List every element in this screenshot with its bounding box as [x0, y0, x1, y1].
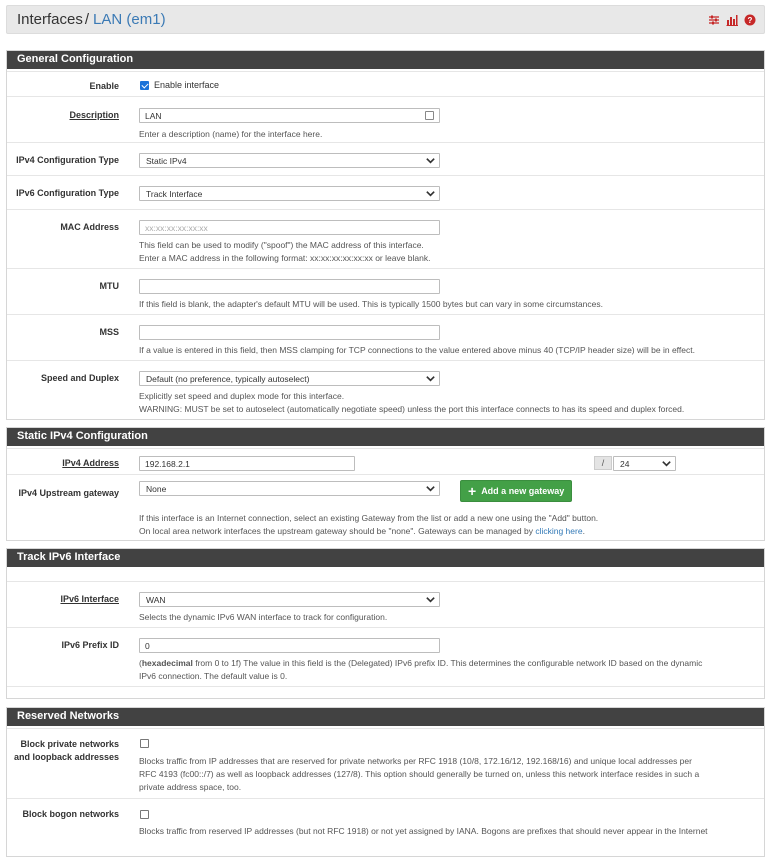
row-ipv4-type — [7, 142, 764, 175]
description-help: Enter a description (name) for the interface here. — [139, 129, 323, 139]
chevron-down-icon — [425, 155, 436, 166]
prefix-input[interactable] — [139, 638, 440, 653]
chevron-down-icon — [425, 188, 436, 199]
panel-static-ipv4 — [6, 427, 765, 541]
breadcrumb-current[interactable]: LAN (em1) — [93, 11, 166, 28]
ipv6-type-select[interactable] — [139, 186, 440, 201]
ipv6-interface-select[interactable] — [139, 592, 440, 607]
gateway-value: None — [146, 484, 167, 494]
row-ipv4-address — [7, 448, 764, 474]
cidr-select[interactable] — [613, 456, 676, 471]
mac-help-2: Enter a MAC address in the following format: xx:xx:xx:xx:xx:xx or leave blank. — [139, 253, 431, 263]
mac-label: MAC Address — [60, 222, 119, 232]
row-spacer — [7, 686, 764, 699]
add-gateway-button[interactable] — [460, 480, 572, 502]
block-bogon-checkbox[interactable] — [140, 810, 149, 819]
panel-title: Track IPv6 Interface — [7, 549, 764, 567]
description-value: LAN — [145, 111, 162, 121]
bar-chart-icon[interactable] — [726, 14, 738, 26]
page-header — [6, 5, 765, 34]
row-ipv6-type — [7, 175, 764, 209]
block-private-label-1: Block private networks — [20, 739, 119, 749]
gateway-help-1: If this interface is an Internet connection, select an existing Gateway from the list or add a new one using the "Add" button. — [139, 513, 599, 523]
block-private-help-3: private address space, too. — [139, 782, 242, 792]
speed-help-2: WARNING: MUST be set to autoselect (automatically negotiate speed) unless the port this interface connects to has its speed and duplex forced. — [139, 404, 685, 414]
chevron-down-icon — [425, 483, 436, 494]
mss-label: MSS — [99, 327, 119, 337]
row-enable — [7, 71, 764, 96]
ipv4-address-input[interactable] — [139, 456, 355, 471]
mss-input[interactable] — [139, 325, 440, 340]
block-private-label-2: and loopback addresses — [13, 752, 119, 762]
gateway-help-2-end: . — [582, 526, 585, 536]
row-block-bogon — [7, 798, 764, 858]
speed-help-1: Explicitly set speed and duplex mode for this interface. — [139, 391, 345, 401]
speed-select[interactable] — [139, 371, 440, 386]
panel-general-configuration — [6, 50, 765, 420]
cidr-slash: / — [594, 456, 612, 470]
ipv4-address-value: 192.168.2.1 — [145, 459, 190, 469]
ipv6-interface-value: WAN — [146, 595, 166, 605]
row-ipv4-gateway — [7, 474, 764, 541]
prefix-help-1: (hexadecimal from 0 to 1f) The value in this field is the (Delegated) IPv6 prefix ID. This determines the configurable network ID based on the dynamic — [139, 658, 703, 668]
plus-icon: + — [468, 483, 477, 499]
sliders-icon[interactable] — [708, 14, 720, 26]
gateway-help-2-text: On local area network interfaces the upstream gateway should be "none". Gateways can be managed by — [139, 526, 536, 536]
speed-label: Speed and Duplex — [40, 373, 119, 383]
ipv6-interface-label: IPv6 Interface — [60, 594, 119, 604]
prefix-label: IPv6 Prefix ID — [61, 640, 119, 650]
breadcrumb-separator: / — [84, 11, 90, 28]
block-bogon-label: Block bogon networks — [22, 809, 119, 819]
help-icon[interactable] — [744, 14, 756, 26]
row-ipv6-prefix — [7, 627, 764, 686]
panel-title: General Configuration — [7, 51, 764, 69]
ipv4-type-select[interactable] — [139, 153, 440, 168]
contact-card-icon — [425, 111, 434, 120]
enable-checkbox-label[interactable]: Enable interface — [154, 80, 220, 90]
block-private-help-2: RFC 4193 (fc00::/7) as well as loopback addresses (127/8). This option should generally be turned on, unless this network interface resides in such a — [139, 769, 700, 779]
chevron-down-icon — [425, 373, 436, 384]
gateway-select[interactable] — [139, 481, 440, 496]
mac-placeholder: xx:xx:xx:xx:xx:xx — [145, 223, 208, 233]
add-gateway-label: Add a new gateway — [481, 486, 565, 496]
block-bogon-help-1: Blocks traffic from reserved IP addresses (but not RFC 1918) or not yet assigned by IANA. Bogons are prefixes that should never appear in the Internet — [139, 826, 708, 836]
ipv4-type-value: Static IPv4 — [146, 156, 187, 166]
prefix-help-bold: hexadecimal — [141, 658, 193, 668]
prefix-value: 0 — [145, 641, 150, 651]
panel-track-ipv6 — [6, 548, 765, 699]
row-speed-duplex — [7, 360, 764, 420]
ipv6-interface-help: Selects the dynamic IPv6 WAN interface to track for configuration. — [139, 612, 388, 622]
block-private-checkbox[interactable] — [140, 739, 149, 748]
row-mtu — [7, 268, 764, 314]
ipv6-type-value: Track Interface — [146, 189, 203, 199]
breadcrumb — [17, 11, 166, 28]
row-mac-address — [7, 209, 764, 268]
speed-value: Default (no preference, typically autoselect) — [146, 374, 310, 384]
row-mss — [7, 314, 764, 360]
panel-title: Static IPv4 Configuration — [7, 428, 764, 446]
ipv4-type-label: IPv4 Configuration Type — [16, 155, 119, 165]
chevron-down-icon — [661, 458, 672, 469]
mac-input[interactable] — [139, 220, 440, 235]
mac-help-1: This field can be used to modify ("spoof") the MAC address of this interface. — [139, 240, 424, 250]
panel-title: Reserved Networks — [7, 708, 764, 726]
prefix-help-2: IPv6 connection. The default value is 0. — [139, 671, 288, 681]
row-ipv6-interface — [7, 581, 764, 627]
clicking-here-link[interactable]: clicking here — [535, 526, 583, 536]
prefix-help-1-text: from 0 to 1f) The value in this field is the (Delegated) IPv6 prefix ID. This determines the configurable network ID based on the dynamic — [192, 658, 703, 668]
ipv6-type-label: IPv6 Configuration Type — [16, 188, 119, 198]
chevron-down-icon — [425, 594, 436, 605]
description-input[interactable] — [139, 108, 440, 123]
row-block-private — [7, 728, 764, 798]
mtu-label: MTU — [99, 281, 119, 291]
cidr-value: 24 — [620, 459, 630, 469]
gateway-label: IPv4 Upstream gateway — [18, 488, 119, 498]
svg-text:?: ? — [747, 16, 753, 25]
panel-reserved-networks — [6, 707, 765, 857]
mtu-help: If this field is blank, the adapter's default MTU will be used. This is typically 1500 bytes but can vary in some circumstances. — [139, 299, 603, 309]
block-private-help-1: Blocks traffic from IP addresses that are reserved for private networks per RFC 1918 (10/8, 172.16/12, 192.168/16) and unique local addresses per — [139, 756, 692, 766]
gateway-help-2 — [139, 525, 585, 538]
row-description — [7, 96, 764, 142]
ipv4-address-label: IPv4 Address — [62, 458, 119, 468]
breadcrumb-interfaces[interactable]: Interfaces — [17, 11, 83, 28]
description-label: Description — [69, 110, 119, 120]
enable-label: Enable — [89, 81, 119, 91]
mss-help: If a value is entered in this field, then MSS clamping for TCP connections to the value entered above minus 40 (TCP/IP header size) will be in effect. — [139, 345, 695, 355]
mtu-input[interactable] — [139, 279, 440, 294]
enable-checkbox[interactable] — [140, 81, 149, 90]
